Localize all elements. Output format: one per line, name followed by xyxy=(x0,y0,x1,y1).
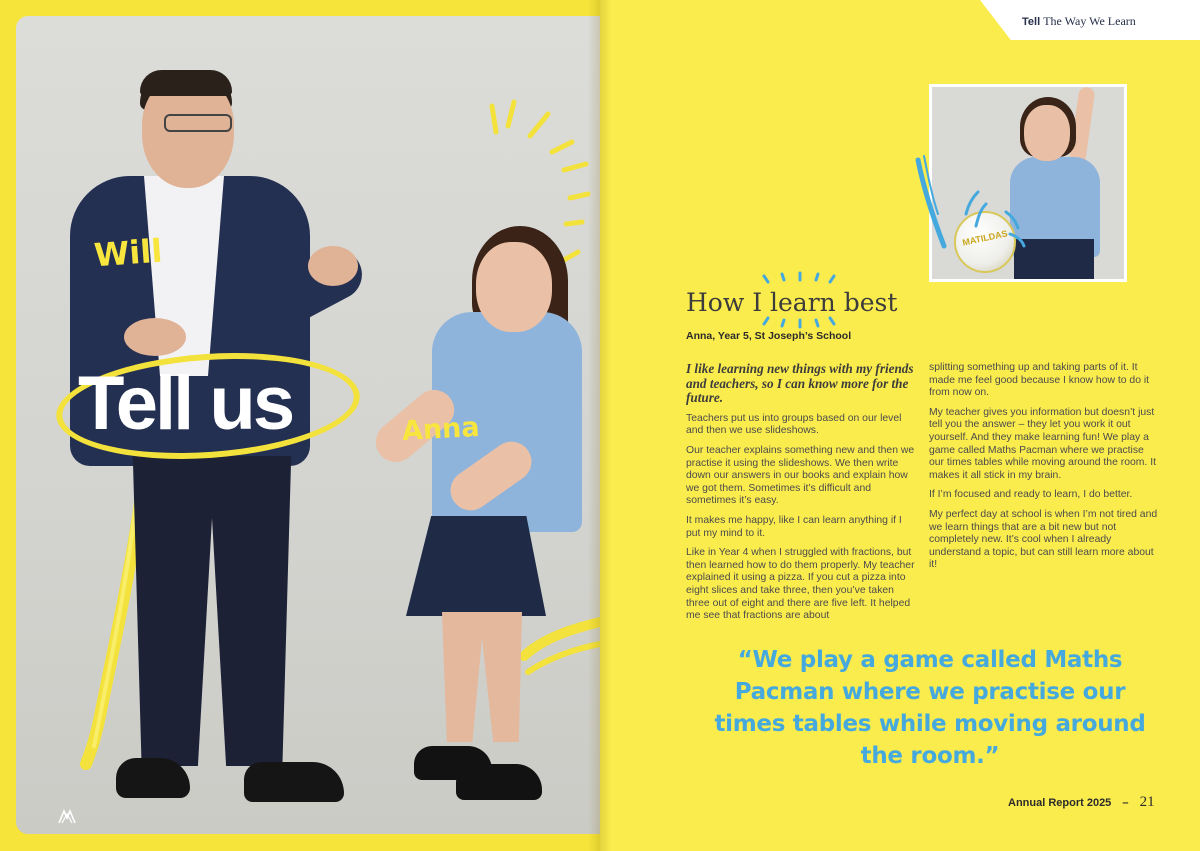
ball-lettering: MATILDAS xyxy=(961,228,1009,248)
article-paragraph: If I’m focused and ready to learn, I do better. xyxy=(929,489,1133,501)
teacher-hair xyxy=(140,70,232,96)
article-paragraph: Teachers put us into groups based on our level and then we use slideshows. xyxy=(686,412,902,437)
student-name-label: Anna xyxy=(401,411,481,448)
header-brand: Tell xyxy=(1022,16,1041,28)
teacher-shoe xyxy=(116,758,190,798)
article-paragraph: Our teacher explains something new and then we practise it using the slideshows. We then write down our answers in our books and explain how we got them. Sometimes it’s difficult and sometimes it’s easy. xyxy=(686,444,915,507)
teacher-shoe xyxy=(244,762,344,802)
article-paragraph: splitting something up and taking parts of it. It made me feel good because I know how to do it from now on. xyxy=(929,362,1150,399)
page-gutter xyxy=(588,0,612,851)
article-byline: Anna, Year 5, St Joseph’s School xyxy=(686,330,852,342)
article-paragraph: My teacher gives you information but doesn’t just tell you the answer – they let you work it out yourself. And they make learning fun! We play a game called Maths Pacman where we practise our times tables while moving around the room. It makes it all stick in my brain. xyxy=(929,406,1156,481)
student-skirt xyxy=(1014,239,1094,282)
student-head xyxy=(1024,105,1070,161)
section-header xyxy=(1022,14,1136,29)
article-title: How I learn best xyxy=(686,288,898,317)
student-inset-photo xyxy=(929,84,1127,282)
portrait-photo xyxy=(16,16,600,834)
article-paragraph: Like in Year 4 when I struggled with fractions, but then learned how to do them properly. My teacher explained it using a pizza. If you cut a pizza into eight slices and take three, then you’ve taken three out of eight and there are five left. It helped me see that fractions are about xyxy=(686,547,915,622)
page-number: 21 xyxy=(1139,794,1155,810)
footer-separator: – xyxy=(1122,797,1129,809)
teacher-glasses xyxy=(164,114,232,132)
footer-report-title: Annual Report 2025 xyxy=(1008,797,1112,809)
teacher-hand xyxy=(308,246,358,286)
article-lede: I like learning new things with my friends and teachers, so I can know more for the future. xyxy=(686,361,914,406)
teacher-name-label: Will xyxy=(92,231,164,275)
article-paragraph: My perfect day at school is when I’m not tired and we learn things that are a bit new but not completely new. It’s cool when I already understand a topic, but can still learn more about it! xyxy=(929,508,1158,571)
teacher-hand xyxy=(124,318,186,356)
student-shoe xyxy=(456,764,542,800)
pull-quote: “We play a game called Maths Pacman where we practise our times tables while moving around the room.” xyxy=(714,647,1146,769)
page-headline: Tell us xyxy=(78,361,293,446)
page-footer xyxy=(1008,794,1155,811)
article-column-2 xyxy=(929,362,1161,579)
article-column-1 xyxy=(686,362,918,630)
article-paragraph: It makes me happy, like I can learn anything if I put my mind to it. xyxy=(686,514,902,539)
publisher-logo-icon xyxy=(58,808,76,824)
header-section: The Way We Learn xyxy=(1043,14,1136,28)
student-head xyxy=(476,242,552,332)
